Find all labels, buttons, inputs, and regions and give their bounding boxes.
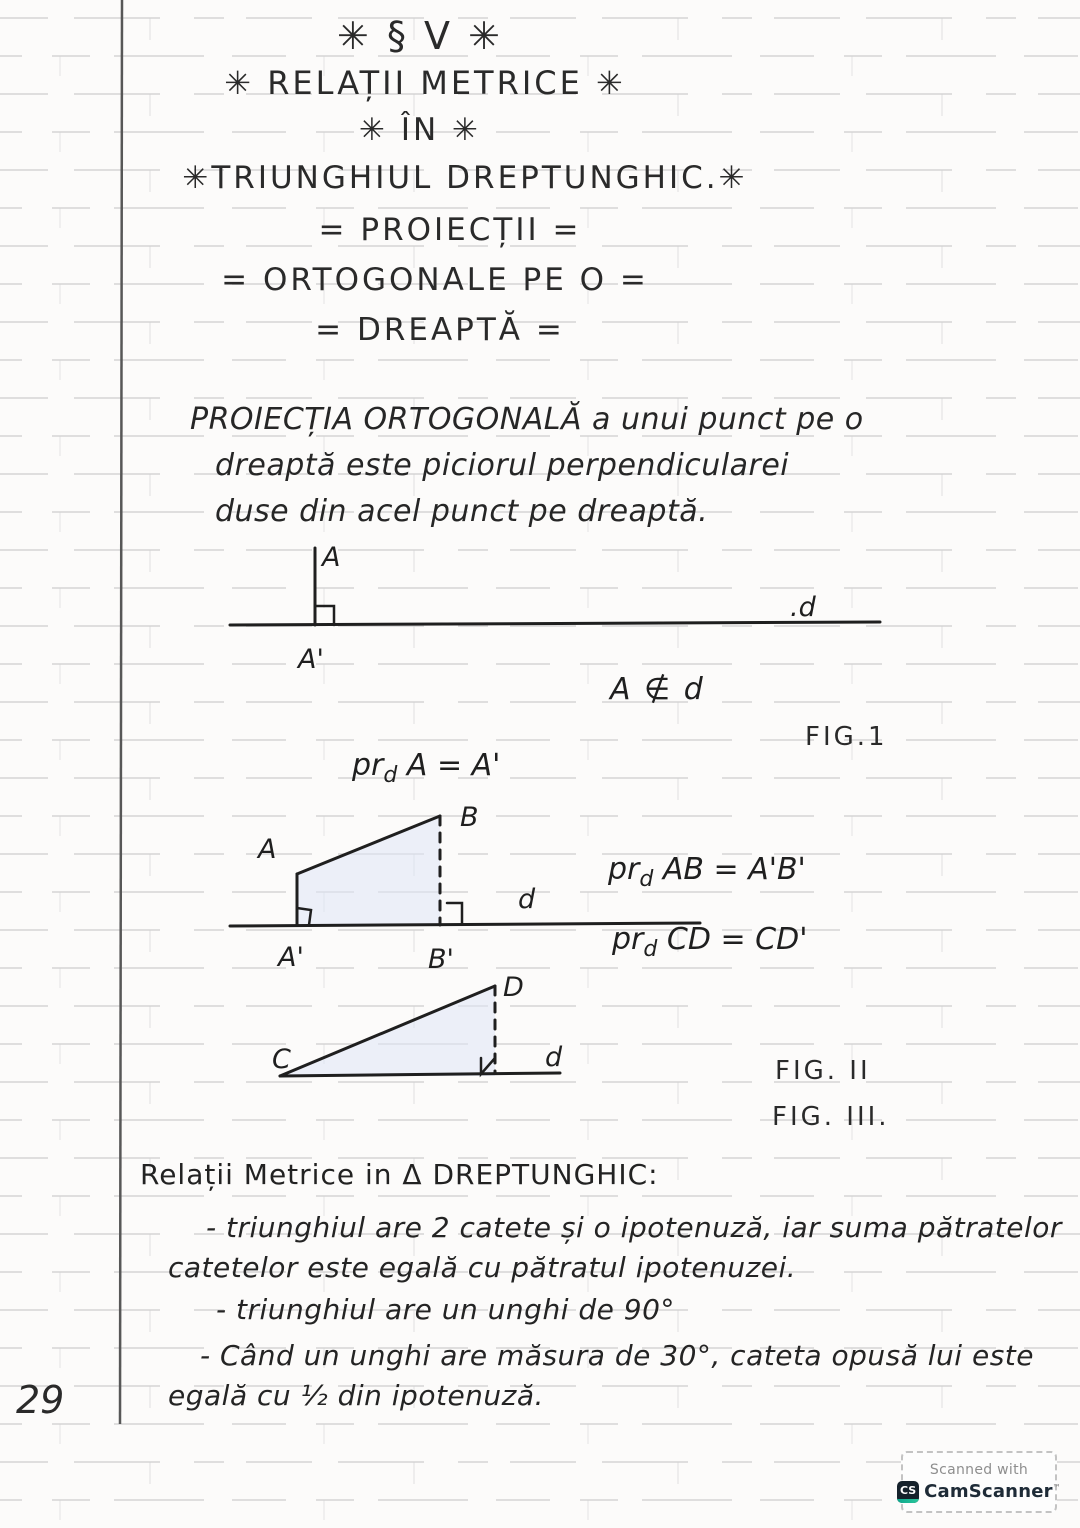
relations-heading: Relații Metrice in Δ DREPTUNGHIC: xyxy=(140,1158,659,1191)
title-line-dreapta: = DREAPTĂ = xyxy=(315,312,565,348)
fig3-caption: FIG. III. xyxy=(772,1102,890,1132)
fig2-label-B: B xyxy=(460,802,479,833)
title-line-in: ✳ ÎN ✳ xyxy=(359,112,481,148)
relations-bullet-2: - triunghiul are un unghi de 90° xyxy=(216,1293,675,1326)
fig1-label-A-prime: A' xyxy=(298,644,324,675)
fig2-label-d: d xyxy=(518,884,536,915)
title-line-ortogonale: = ORTOGONALE PE O = xyxy=(221,262,649,298)
fig2-formula-CD: $pr_d$ CD = CD' xyxy=(612,922,808,962)
fig1-label-d: .d xyxy=(790,592,816,623)
fig2-caption: FIG. II xyxy=(775,1056,871,1086)
title-line-relatii-metrice: ✳ RELAȚII METRICE ✳ xyxy=(224,64,626,102)
fig3-label-D: D xyxy=(503,972,524,1003)
relations-bullet-3: - Când un unghi are măsura de 30°, cateta opusă lui este egală cu ½ din ipotenuză. xyxy=(168,1339,1034,1412)
fig2-label-B-prime: B' xyxy=(428,944,454,975)
camscanner-name: CamScanner™ xyxy=(924,1481,1061,1502)
fig2-label-A: A xyxy=(258,834,277,865)
fig2-shade xyxy=(297,816,440,925)
definition-line-2: dreaptă este piciorul perpendicularei xyxy=(215,448,790,483)
fig3-label-C: C xyxy=(272,1044,291,1075)
camscanner-badge xyxy=(899,1451,1061,1513)
title-line-proiectii: = PROIECȚII = xyxy=(318,212,582,248)
fig2-formula-AB: $pr_d$ AB = A'B' xyxy=(608,852,806,892)
fig1-formula: $pr_d$ A = A' xyxy=(352,748,501,788)
fig3-label-d: d xyxy=(545,1042,563,1073)
title-line-triunghiul-dreptunghic: ✳TRIUNGHIUL DREPTUNGHIC.✳ xyxy=(182,160,748,196)
scanned-with-label: Scanned with xyxy=(929,1461,1029,1478)
definition-line-1: PROIECȚIA ORTOGONALĂ a unui punct pe o xyxy=(190,402,864,437)
camscanner-icon: CS xyxy=(897,1481,919,1503)
fig2-label-A-prime: A' xyxy=(278,942,304,973)
fig1-note-A-not-in-d: A ∉ d xyxy=(610,672,705,707)
fig1-label-A: A xyxy=(322,542,341,573)
definition-line-3: duse din acel punct pe dreaptă. xyxy=(215,494,709,529)
fig1-caption: FIG.1 xyxy=(805,722,888,752)
trademark-symbol: ™ xyxy=(1052,1483,1061,1492)
page-number: 29 xyxy=(16,1378,65,1422)
relations-bullet-1: - triunghiul are 2 catete și o ipotenuză, iar suma pătratelor catetelor este egală cu pătratul ipotenuzei. xyxy=(168,1211,1062,1284)
title-section-number: ✳ § V ✳ xyxy=(337,14,503,58)
